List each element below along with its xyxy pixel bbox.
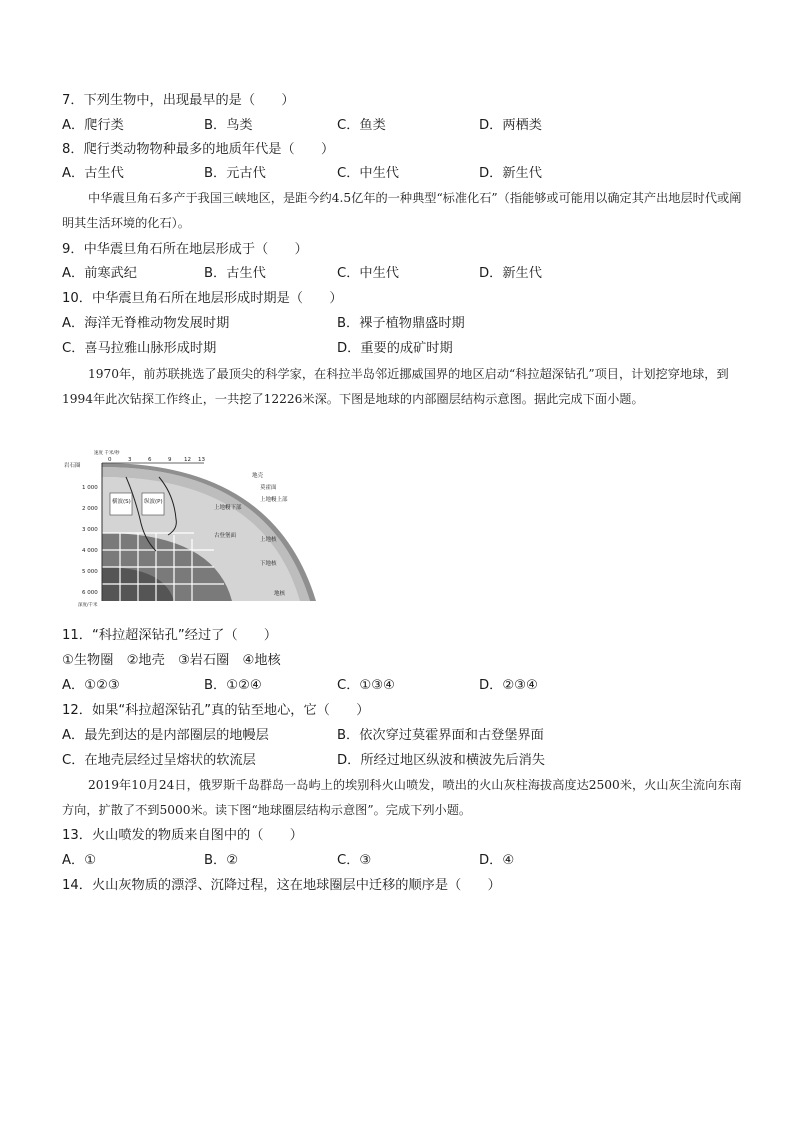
question-9-stem: 9．中华震旦角石所在地层形成于（ ）: [62, 242, 308, 257]
passage-volcano: 2019年10月24日，俄罗斯千岛群岛一岛屿上的埃别科火山喷发，喷出的火山灰柱海拔高度达2500米，火山灰尘流向东南方向，扩散了不到5000米。读下图“地球圈层结构示意图”。完成下列小题。: [62, 778, 742, 817]
question-7-options: [62, 117, 752, 135]
option-d: D．所经过地区纵波和横波先后消失: [337, 753, 545, 768]
earth-interior-figure: [64, 451, 324, 608]
option-b: B．裸子植物鼎盛时期: [337, 316, 465, 331]
option-b: B．②: [204, 853, 239, 868]
option-b: B．元古代: [204, 166, 266, 181]
earth-interior-diagram: [64, 451, 324, 608]
option-c: C．喜马拉雅山脉形成时期: [62, 341, 217, 356]
layer-label-outer-core: 上地核: [260, 537, 277, 543]
layer-label-core: 地核: [274, 591, 286, 597]
top-tick-4: 12: [184, 457, 191, 463]
option-c: C．中生代: [337, 266, 399, 281]
layer-label-upper-mantle-lower: 上地幔下部: [214, 505, 242, 511]
layer-label-crust: 地壳: [252, 473, 264, 479]
option-b: B．①②④: [204, 678, 262, 693]
passage-fossil: 中华震旦角石多产于我国三峡地区，是距今约4.5亿年的一种典型“标准化石”（指能够或可能用以确定其产出地层时代或阐明其生活环境的化石）。: [62, 191, 742, 230]
option-a: A．前寒武纪: [62, 266, 137, 281]
option-a: A．爬行类: [62, 118, 124, 133]
depth-tick-1000: 1 000: [82, 485, 98, 491]
question-8-options: [62, 165, 752, 183]
top-tick-1: 3: [128, 457, 132, 463]
option-a: A．最先到达的是内部圈层的地幔层: [62, 728, 269, 743]
top-tick-0: 0: [108, 457, 112, 463]
option-d: D．新生代: [479, 166, 542, 181]
question-10-stem: 10．中华震旦角石所在地层形成时期是（ ）: [62, 291, 343, 306]
depth-tick-4000: 4 000: [82, 548, 98, 554]
depth-axis-label: 深度/千米: [78, 603, 98, 608]
option-a: A．海洋无脊椎动物发展时期: [62, 316, 230, 331]
question-12-options-row2: [62, 752, 752, 770]
wave-label-p: 纵波(P): [144, 499, 163, 505]
option-c: C．鱼类: [337, 118, 386, 133]
question-14-stem: 14．火山灰物质的漂浮、沉降过程，这在地球圈层中迁移的顺序是（ ）: [62, 878, 501, 893]
option-d: D．新生代: [479, 266, 542, 281]
option-b: B．古生代: [204, 266, 266, 281]
layer-label-inner-core: 下地核: [260, 561, 277, 567]
option-c: C．③: [337, 853, 372, 868]
option-d: D．②③④: [479, 678, 538, 693]
depth-tick-2000: 2 000: [82, 506, 98, 512]
option-a: A．①: [62, 853, 97, 868]
top-tick-3: 9: [168, 457, 172, 463]
question-13-stem: 13．火山喷发的物质来自图中的（ ）: [62, 828, 303, 843]
question-8-stem: 8．爬行类动物物种最多的地质年代是（ ）: [62, 142, 335, 157]
option-a: A．古生代: [62, 166, 124, 181]
option-b: B．依次穿过莫霍界面和古登堡界面: [337, 728, 544, 743]
question-9-options: [62, 265, 752, 283]
top-tick-5: 13: [198, 457, 205, 463]
question-10-options-row1: [62, 315, 752, 333]
option-a: A．①②③: [62, 678, 120, 693]
question-13-options: [62, 852, 752, 870]
depth-tick-5000: 5 000: [82, 569, 98, 575]
question-7-stem: 7．下列生物中，出现最早的是（ ）: [62, 93, 295, 108]
question-11-options: [62, 677, 752, 695]
top-axis-label: 速度 千米/秒: [94, 451, 120, 456]
option-c: C．中生代: [337, 166, 399, 181]
depth-tick-6000: 6 000: [82, 590, 98, 596]
top-tick-2: 6: [148, 457, 152, 463]
layer-label-upper-mantle-upper: 上地幔上部: [260, 497, 288, 503]
option-d: D．两栖类: [479, 118, 542, 133]
option-d: D．重要的成矿时期: [337, 341, 453, 356]
option-c: C．①③④: [337, 678, 395, 693]
option-c: C．在地壳层经过呈熔状的软流层: [62, 753, 256, 768]
passage-kola: 1970年，前苏联挑选了最顶尖的科学家，在科拉半岛邻近挪威国界的地区启动“科拉超深钻孔”项目，计划挖穿地球，到1994年此次钻探工作终止，一共挖了12226米深。下图是地球的内部圈层结构示意图。据此完成下面小题。: [62, 367, 729, 406]
question-11-stem: 11．“科拉超深钻孔”经过了（ ）: [62, 628, 278, 643]
layer-label-moho: 莫霍面: [260, 485, 277, 491]
question-11-sub: ①生物圈 ②地壳 ③岩石圈 ④地核: [62, 653, 281, 668]
layer-label-gutenberg: 古登堡面: [214, 533, 237, 539]
depth-tick-3000: 3 000: [82, 527, 98, 533]
left-label-lithosphere: 岩石圈: [64, 463, 81, 469]
question-12-stem: 12．如果“科拉超深钻孔”真的钻至地心，它（ ）: [62, 703, 370, 718]
wave-label-s: 横波(S): [112, 499, 131, 505]
question-12-options-row1: [62, 727, 752, 745]
option-b: B．鸟类: [204, 118, 253, 133]
question-10-options-row2: [62, 340, 752, 358]
option-d: D．④: [479, 853, 515, 868]
